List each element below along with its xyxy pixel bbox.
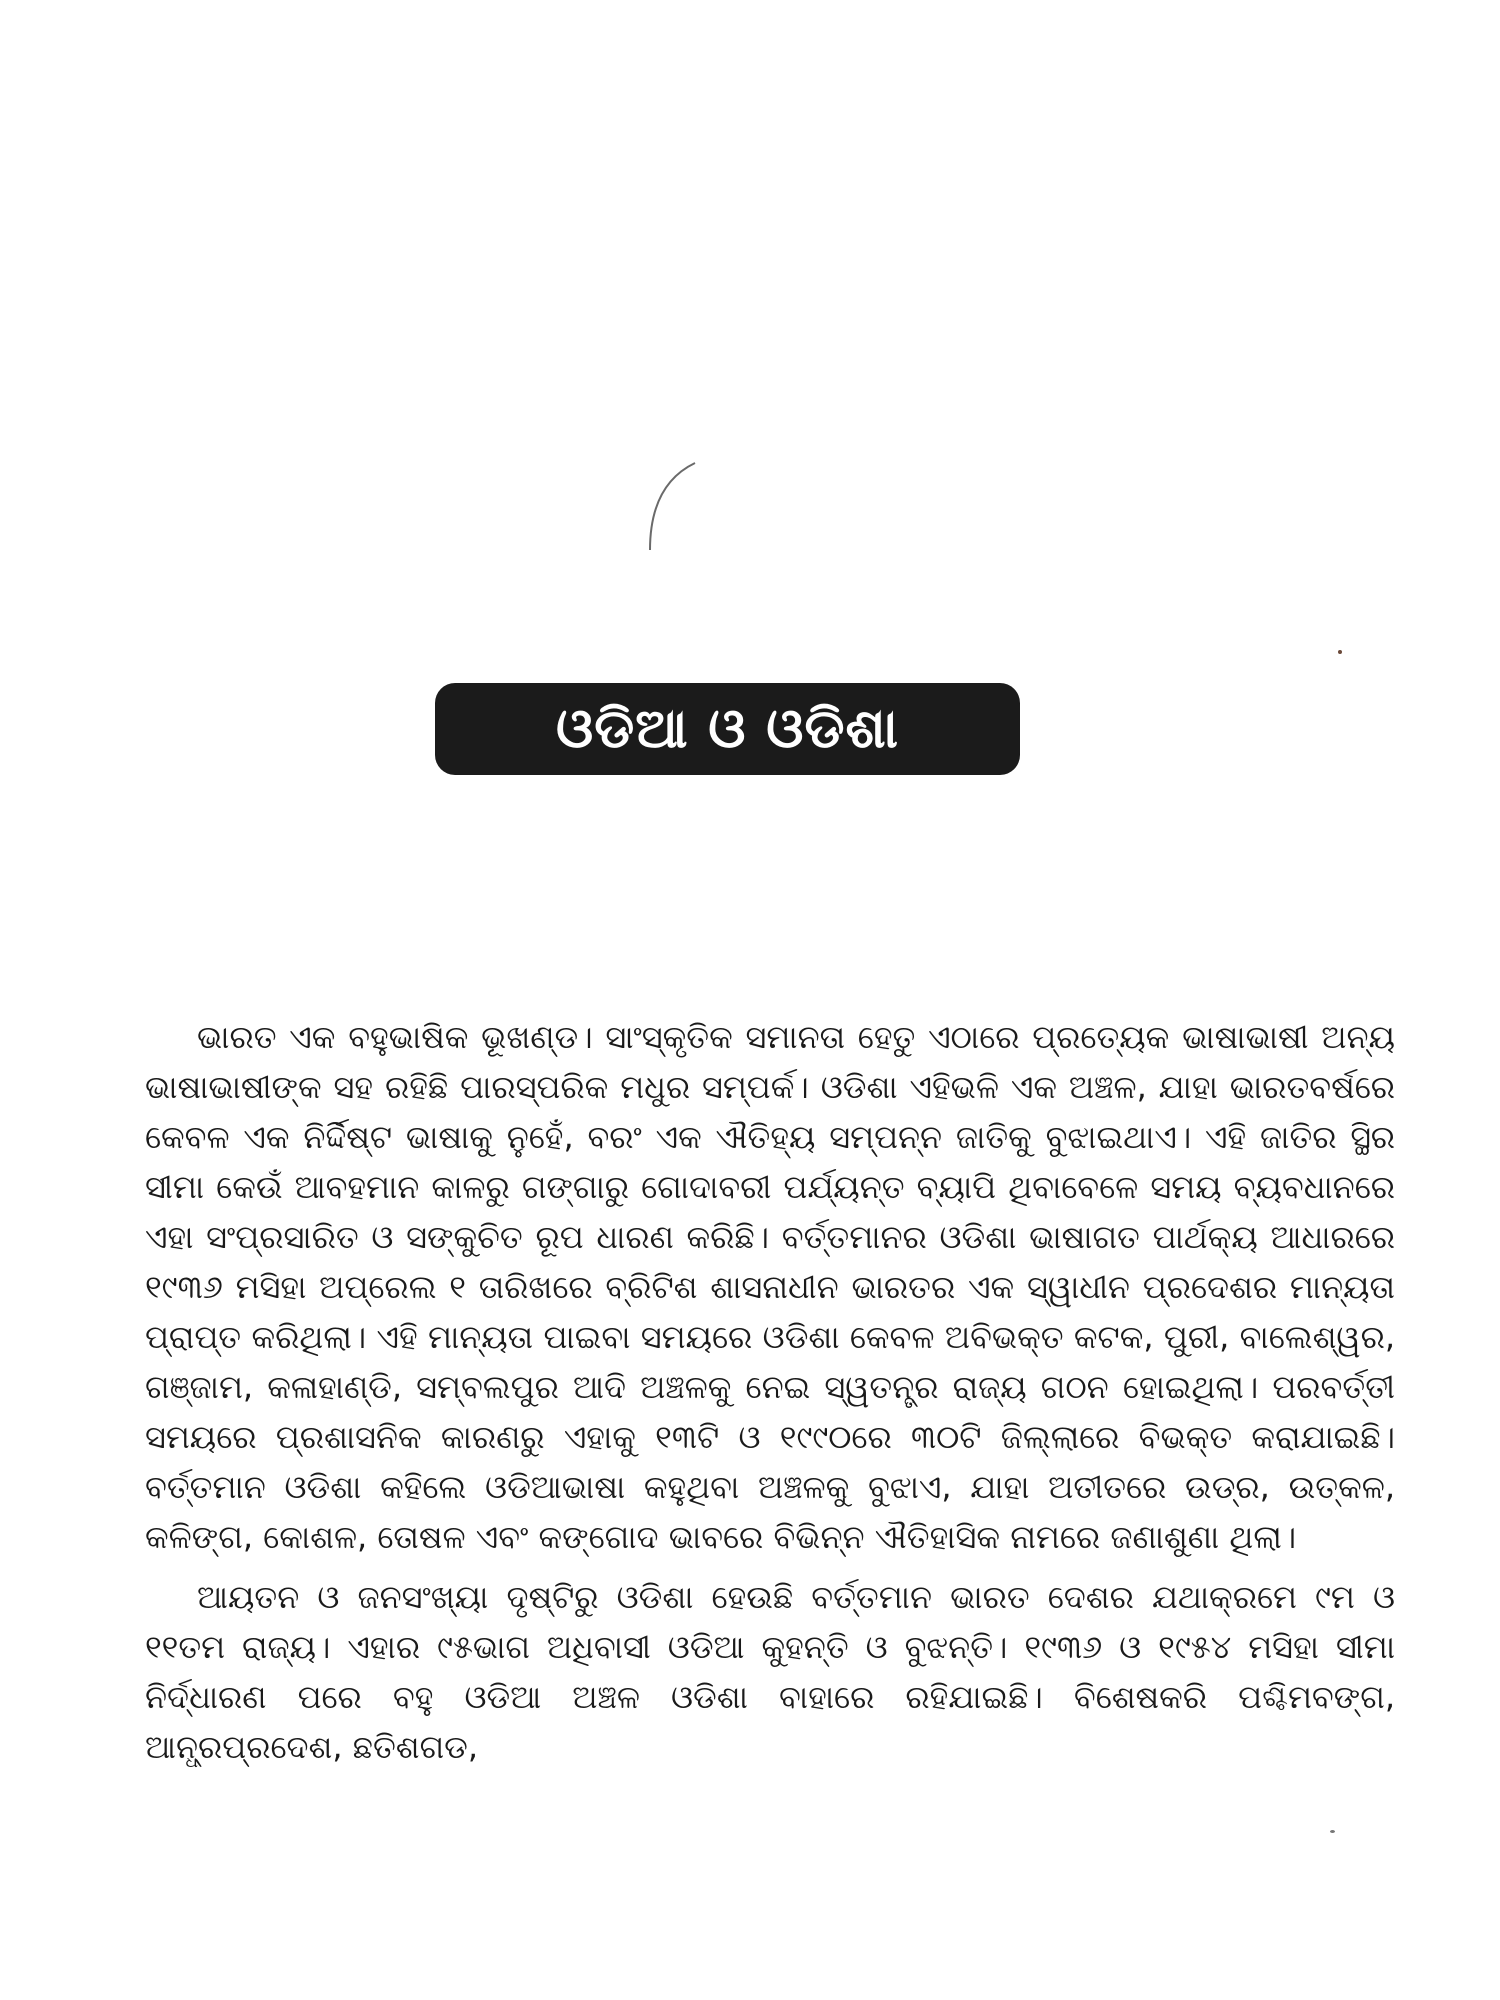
paper-speck <box>1338 650 1342 654</box>
paragraph-2: ଆୟତନ ଓ ଜନସଂଖ୍ୟା ଦୃଷ୍ଟିରୁ ଓଡିଶା ହେଉଛି ବର୍ତ୍ତମାନ ଭାରତ ଦେଶର ଯଥାକ୍ରମେ ୯ମ ଓ ୧୧ତମ ରାଜ୍ୟ। ଏହାର ୯୫ଭାଗ ଅଧିବାସୀ ଓଡିଆ କୁହନ୍ତି ଓ ବୁଝନ୍ତି। ୧୯୩୬ ଓ ୧୯୫୪ ମସିହା ସୀମା ନିର୍ଦ୍ଧାରଣ ପରେ ବହୁ ଓଡିଆ ଅଞ୍ଚଳ ଓଡିଶା ବାହାରେ ରହିଯାଇଛି। ବିଶେଷକରି ପଶ୍ଚିମବଙ୍ଗ, ଆନ୍ଧ୍ରପ୍ରଦେଶ, ଛତିଶଗଡ, <box>145 1578 1395 1766</box>
stray-pen-mark <box>640 455 720 555</box>
paragraph-1: ଭାରତ ଏକ ବହୁଭାଷିକ ଭୂଖଣ୍ଡ। ସାଂସ୍କୃତିକ ସମାନତା ହେତୁ ଏଠାରେ ପ୍ରତ୍ୟେକ ଭାଷାଭାଷୀ ଅନ୍ୟ ଭାଷାଭାଷୀଙ୍କ ସହ ରହିଛି ପାରସ୍ପରିକ ମଧୁର ସମ୍ପର୍କ। ଓଡିଶା ଏହିଭଳି ଏକ ଅଞ୍ଚଳ, ଯାହା ଭାରତବର୍ଷରେ କେବଳ ଏକ ନିର୍ଦ୍ଦିଷ୍ଟ ଭାଷାକୁ ନୁହେଁ, ବରଂ ଏକ ଐତିହ୍ୟ ସମ୍ପନ୍ନ ଜାତିକୁ ବୁଝାଇଥାଏ। ଏହି ଜାତିର ସ୍ଥିର ସୀମା କେଉଁ ଆବହମାନ କାଳରୁ ଗଙ୍ଗାରୁ ଗୋଦାବରୀ ପର୍ଯ୍ୟନ୍ତ ବ୍ୟାପି ଥିବାବେଳେ ସମୟ ବ୍ୟବଧାନରେ ଏହା ସଂପ୍ରସାରିତ ଓ ସଙ୍କୁଚିତ ରୂପ ଧାରଣ କରିଛି। ବର୍ତ୍ତମାନର ଓଡିଶା ଭାଷାଗତ ପାର୍ଥକ୍ୟ ଆଧାରରେ ୧୯୩୬ ମସିହା ଅପ୍ରେଲ ୧ ତାରିଖରେ ବ୍ରିଟିଶ ଶାସନାଧୀନ ଭାରତର ଏକ ସ୍ୱାଧୀନ ପ୍ରଦେଶର ମାନ୍ୟତା ପ୍ରାପ୍ତ କରିଥିଲା। ଏହି ମାନ୍ୟତା ପାଇବା ସମୟରେ ଓଡିଶା କେବଳ ଅବିଭକ୍ତ କଟକ, ପୁରୀ, ବାଲେଶ୍ୱର, ଗଞ୍ଜାମ, କଳାହାଣ୍ଡି, ସମ୍ବଲପୁର ଆଦି ଅଞ୍ଚଳକୁ ନେଇ ସ୍ୱତନ୍ତ୍ର ରାଜ୍ୟ ଗଠନ ହୋଇଥିଲା। ପରବର୍ତ୍ତୀ ସମୟରେ ପ୍ରଶାସନିକ କାରଣରୁ ଏହାକୁ ୧୩ଟି ଓ ୧୯୯୦ରେ ୩୦ଟି ଜିଲ୍ଲାରେ ବିଭକ୍ତ କରାଯାଇଛି। ବର୍ତ୍ତମାନ ଓଡିଶା କହିଲେ ଓଡିଆଭାଷା କହୁଥିବା ଅଞ୍ଚଳକୁ ବୁଝାଏ, ଯାହା ଅତୀତରେ ଉଡ୍ର, ଉତ୍କଳ, କଳିଙ୍ଗ, କୋଶଳ, ତୋଷଳ ଏବଂ କଙ୍ଗୋଦ ଭାବରେ ବିଭିନ୍ନ ଐତିହାସିକ ନାମରେ ଜଣାଶୁଣା ଥିଲା। <box>145 1018 1395 1556</box>
body-text <box>145 1012 1395 1782</box>
chapter-title-banner <box>435 683 1020 775</box>
paper-speck <box>1330 1830 1335 1833</box>
chapter-title: ଓଡିଆ ଓ ଓଡିଶା <box>555 697 899 760</box>
